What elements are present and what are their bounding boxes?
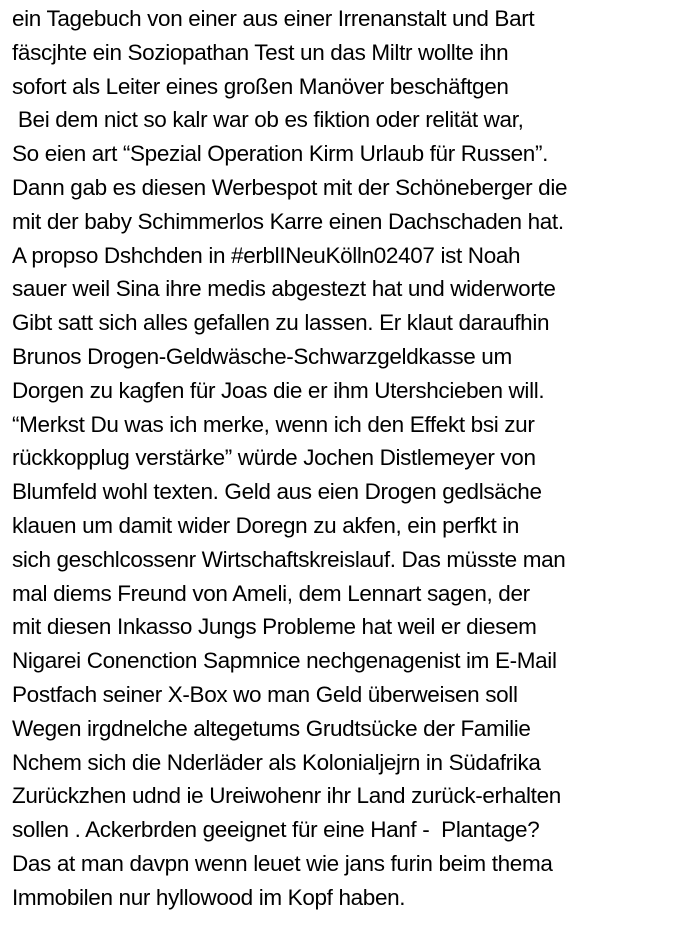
text-line-17: sich geschlcossenr Wirtschaftskreislauf. Das müsste man	[12, 546, 566, 572]
text-line-1: ein Tagebuch von einer aus einer Irrenanstalt und Bart	[12, 6, 535, 31]
text-line-2: fäscjhte ein Soziopathan Test un das Miltr wollte ihn	[12, 39, 509, 65]
text-line-24: Zurückzhen udnd ie Ureiwohenr ihr Land zurück-erhalten	[12, 783, 561, 809]
text-line-13: “Merkst Du was ich merke, wenn ich den Effekt bsi zur	[12, 411, 535, 437]
text-line-23: Nchem sich die Nderläder als Kolonialjejrn in Südafrika	[12, 749, 541, 775]
text-line-26: Das at man davpn wenn leuet wie jans furin beim thema	[12, 850, 553, 876]
text-line-6: Dann gab es diesen Werbespot mit der Schöneberger die	[12, 174, 568, 200]
text-line-3: sofort als Leiter eines großen Manöver beschäftgen	[12, 73, 509, 99]
text-line-12: Dorgen zu kagfen für Joas die er ihm Utershcieben will.	[12, 377, 545, 403]
text-line-20: Nigarei Conenction Sapmnice nechgenagenist im E-Mail	[12, 648, 557, 674]
text-line-16: klauen um damit wider Doregn zu akfen, ein perfkt in	[12, 512, 520, 538]
text-line-4: Bei dem nict so kalr war ob es fiktion oder relität war,	[12, 107, 524, 133]
text-line-11: Brunos Drogen-Geldwäsche-Schwarzgeldkasse um	[12, 343, 512, 369]
text-line-21: Postfach seiner X-Box wo man Geld überweisen soll	[12, 681, 518, 707]
text-line-7: mit der baby Schimmerlos Karre einen Dachschaden hat.	[12, 208, 564, 234]
body-text	[12, 2, 680, 915]
text-line-27: Immobilen nur hyllowood im Kopf haben.	[12, 884, 406, 910]
text-line-25: sollen . Ackerbrden geeignet für eine Hanf - Plantage?	[12, 817, 540, 843]
text-line-18: mal diems Freund von Ameli, dem Lennart sagen, der	[12, 580, 530, 606]
text-line-14: rückkopplug verstärke” würde Jochen Distlemeyer von	[12, 445, 536, 471]
text-line-5: So eien art “Spezial Operation Kirm Urlaub für Russen”.	[12, 141, 548, 167]
text-line-19: mit diesen Inkasso Jungs Probleme hat weil er diesem	[12, 614, 537, 640]
text-line-9: sauer weil Sina ihre medis abgestezt hat und widerworte	[12, 276, 556, 302]
text-line-10: Gibt satt sich alles gefallen zu lassen. Er klaut daraufhin	[12, 310, 550, 336]
text-line-22: Wegen irgdnelche altegetums Grudtsücke der Familie	[12, 715, 531, 741]
text-line-15: Blumfeld wohl texten. Geld aus eien Drogen gedlsäche	[12, 479, 542, 505]
text-line-8: A propso Dshchden in #erblINeuKölln02407 ist Noah	[12, 242, 521, 268]
